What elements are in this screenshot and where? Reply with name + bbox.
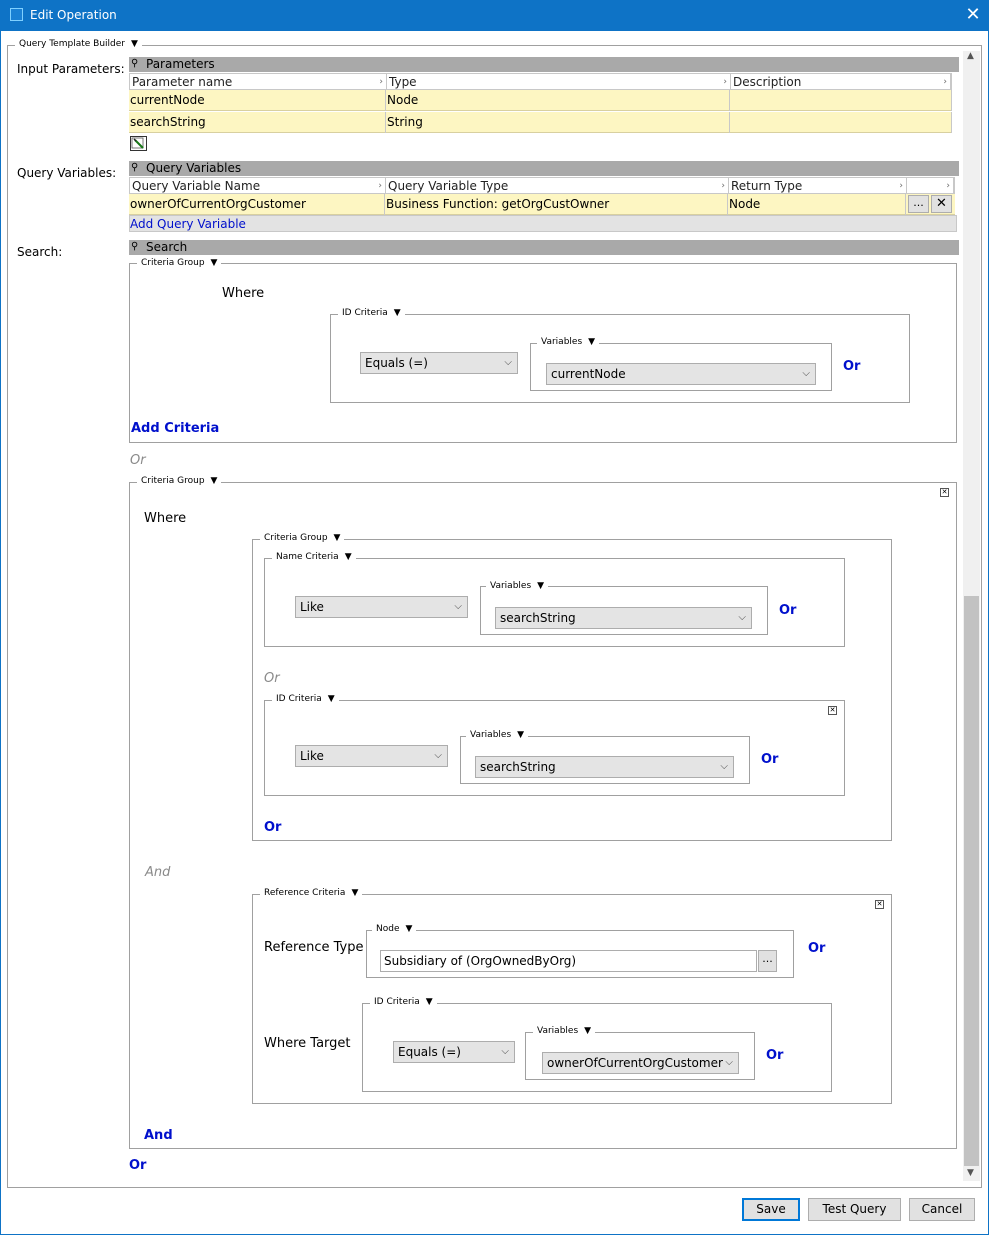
or-separator: Or	[264, 671, 280, 686]
reference-type-field[interactable]: Subsidiary of (OrgOwnedByOrg)	[380, 950, 757, 972]
qv-edit-button[interactable]: ...	[908, 195, 929, 213]
builder-legend[interactable]: Query Template Builder ▼	[15, 39, 142, 49]
chevron-down-icon: ▼	[333, 533, 341, 543]
table-row[interactable]	[129, 90, 952, 111]
operator-select[interactable]: Equals (=) ⌵	[393, 1041, 515, 1063]
where-label: Where	[144, 511, 187, 526]
variable-select[interactable]: searchString ⌵	[495, 607, 752, 629]
param-type-cell[interactable]: Node	[386, 90, 730, 111]
add-query-variable-bar	[129, 215, 957, 232]
column-header-type[interactable]: Type ›	[387, 74, 731, 91]
qv-type-cell[interactable]: Business Function: getOrgCustOwner	[385, 194, 728, 215]
chevron-down-icon: ⌵	[501, 1046, 509, 1057]
chevron-down-icon: ▼	[351, 888, 359, 898]
id-criteria-legend[interactable]: ID Criteria ▼	[272, 694, 339, 704]
reference-criteria-legend[interactable]: Reference Criteria ▼	[260, 888, 362, 898]
column-header-query-variable-type[interactable]: Query Variable Type ›	[386, 178, 729, 195]
variables-legend[interactable]: Variables ▼	[533, 1026, 595, 1036]
parameters-header[interactable]	[129, 57, 959, 72]
table-row[interactable]	[129, 194, 955, 215]
window-title: Edit Operation	[30, 8, 117, 22]
parameters-header-label: Parameters	[146, 57, 215, 71]
chevron-down-icon: ▼	[517, 730, 525, 740]
column-header-query-variable-name[interactable]: Query Variable Name ›	[130, 178, 386, 195]
add-query-variable-link[interactable]: Add Query Variable	[130, 217, 246, 231]
chevron-down-icon: ▼	[393, 308, 401, 318]
id-criteria-legend[interactable]: ID Criteria ▼	[370, 997, 437, 1007]
table-row[interactable]	[129, 112, 952, 133]
add-parameter-button[interactable]	[130, 136, 147, 151]
add-criteria-link[interactable]: Add Criteria	[131, 421, 220, 436]
search-header[interactable]	[129, 240, 959, 255]
test-query-button[interactable]: Test Query	[808, 1198, 901, 1221]
chevron-down-icon: ▼	[130, 39, 138, 49]
chevron-down-icon: ▼	[405, 924, 413, 934]
param-name-cell[interactable]: currentNode	[129, 90, 386, 111]
chevron-down-icon: ▼	[588, 337, 596, 347]
or-link[interactable]: Or	[843, 359, 861, 374]
chevron-down-icon: ⌵	[434, 750, 442, 761]
variables-legend[interactable]: Variables ▼	[537, 337, 599, 347]
query-variables-header-label: Query Variables	[146, 161, 242, 175]
search-label: Search:	[17, 245, 63, 259]
query-variables-label: Query Variables:	[17, 166, 117, 180]
criteria-group-legend[interactable]: Criteria Group ▼	[137, 258, 221, 268]
variable-select[interactable]: searchString ⌵	[475, 756, 734, 778]
remove-criteria-icon[interactable]: ✕	[876, 900, 883, 908]
qv-name-cell[interactable]: ownerOfCurrentOrgCustomer	[129, 194, 385, 215]
qv-return-type-cell[interactable]: Node	[728, 194, 906, 215]
and-link[interactable]: And	[144, 1128, 173, 1143]
scroll-down-icon[interactable]: ▼	[967, 1168, 974, 1178]
param-type-cell[interactable]: String	[386, 112, 730, 133]
scroll-up-icon[interactable]: ▲	[967, 51, 974, 61]
inner-criteria-group-legend[interactable]: Criteria Group ▼	[260, 533, 344, 543]
operator-select[interactable]: Like ⌵	[295, 596, 468, 618]
app-icon	[10, 8, 23, 21]
operator-select[interactable]: Like ⌵	[295, 745, 448, 767]
close-icon[interactable]: ✕	[965, 4, 981, 25]
column-header-parameter-name[interactable]: Parameter name ›	[130, 74, 387, 91]
id-criteria-legend[interactable]: ID Criteria ▼	[338, 308, 405, 318]
pin-icon: ⚲	[131, 58, 139, 69]
variables-legend[interactable]: Variables ▼	[466, 730, 528, 740]
chevron-down-icon: ⌵	[738, 612, 746, 623]
chevron-down-icon: ⌵	[802, 368, 810, 379]
scrollbar-thumb[interactable]	[964, 596, 979, 1166]
query-variables-header[interactable]	[129, 161, 959, 176]
or-link[interactable]: Or	[779, 603, 797, 618]
variables-legend[interactable]: Variables ▼	[486, 581, 548, 591]
vertical-scrollbar[interactable]	[963, 51, 980, 1181]
or-link[interactable]: Or	[808, 941, 826, 956]
edit-pencil-icon	[131, 137, 146, 150]
chevron-down-icon: ▼	[344, 552, 352, 562]
or-link[interactable]: Or	[264, 820, 282, 835]
column-header-return-type[interactable]: Return Type ›	[729, 178, 907, 195]
pin-icon: ⚲	[131, 162, 139, 173]
save-button[interactable]: Save	[742, 1198, 800, 1221]
cancel-button[interactable]: Cancel	[909, 1198, 975, 1221]
param-name-cell[interactable]: searchString	[129, 112, 386, 133]
variable-select[interactable]: ownerOfCurrentOrgCustomer ⌵	[542, 1052, 739, 1074]
column-header-description[interactable]: Description ›	[731, 74, 951, 91]
remove-group-icon[interactable]: ✕	[941, 488, 948, 496]
pin-icon: ⚲	[131, 241, 139, 252]
where-target-label: Where Target	[264, 1036, 351, 1051]
query-variables-grid-header	[129, 177, 955, 194]
param-description-cell[interactable]	[730, 90, 952, 111]
input-parameters-label: Input Parameters:	[17, 62, 125, 76]
or-link[interactable]: Or	[766, 1048, 784, 1063]
title-bar	[0, 0, 989, 31]
chevron-down-icon: ▼	[210, 258, 218, 268]
chevron-down-icon: ⌵	[504, 357, 512, 368]
operator-select[interactable]: Equals (=) ⌵	[360, 352, 518, 374]
chevron-down-icon: ⌵	[720, 761, 728, 772]
or-link[interactable]: Or	[129, 1158, 147, 1173]
remove-criteria-icon[interactable]: ✕	[829, 706, 836, 714]
where-label: Where	[222, 286, 265, 301]
chevron-down-icon: ▼	[327, 694, 335, 704]
chevron-down-icon: ⌵	[454, 601, 462, 612]
criteria-group-legend[interactable]: Criteria Group ▼	[137, 476, 221, 486]
reference-type-label: Reference Type	[264, 940, 364, 955]
or-link[interactable]: Or	[761, 752, 779, 767]
node-legend[interactable]: Node ▼	[372, 924, 416, 934]
and-separator: And	[145, 865, 171, 880]
param-description-cell[interactable]	[730, 112, 952, 133]
parameters-grid-header	[129, 73, 952, 90]
variable-select[interactable]: currentNode ⌵	[546, 363, 816, 385]
chevron-down-icon: ▼	[537, 581, 545, 591]
chevron-down-icon: ⌵	[725, 1057, 733, 1068]
chevron-down-icon: ▼	[584, 1026, 592, 1036]
chevron-down-icon: ▼	[425, 997, 433, 1007]
or-separator: Or	[130, 453, 146, 468]
chevron-down-icon: ▼	[210, 476, 218, 486]
reference-type-browse-button[interactable]: ...	[758, 950, 777, 972]
search-header-label: Search	[146, 240, 188, 254]
name-criteria-legend[interactable]: Name Criteria ▼	[272, 552, 356, 562]
column-header-actions[interactable]: ›	[907, 178, 954, 195]
remove-icon[interactable]: ✕	[931, 195, 952, 213]
